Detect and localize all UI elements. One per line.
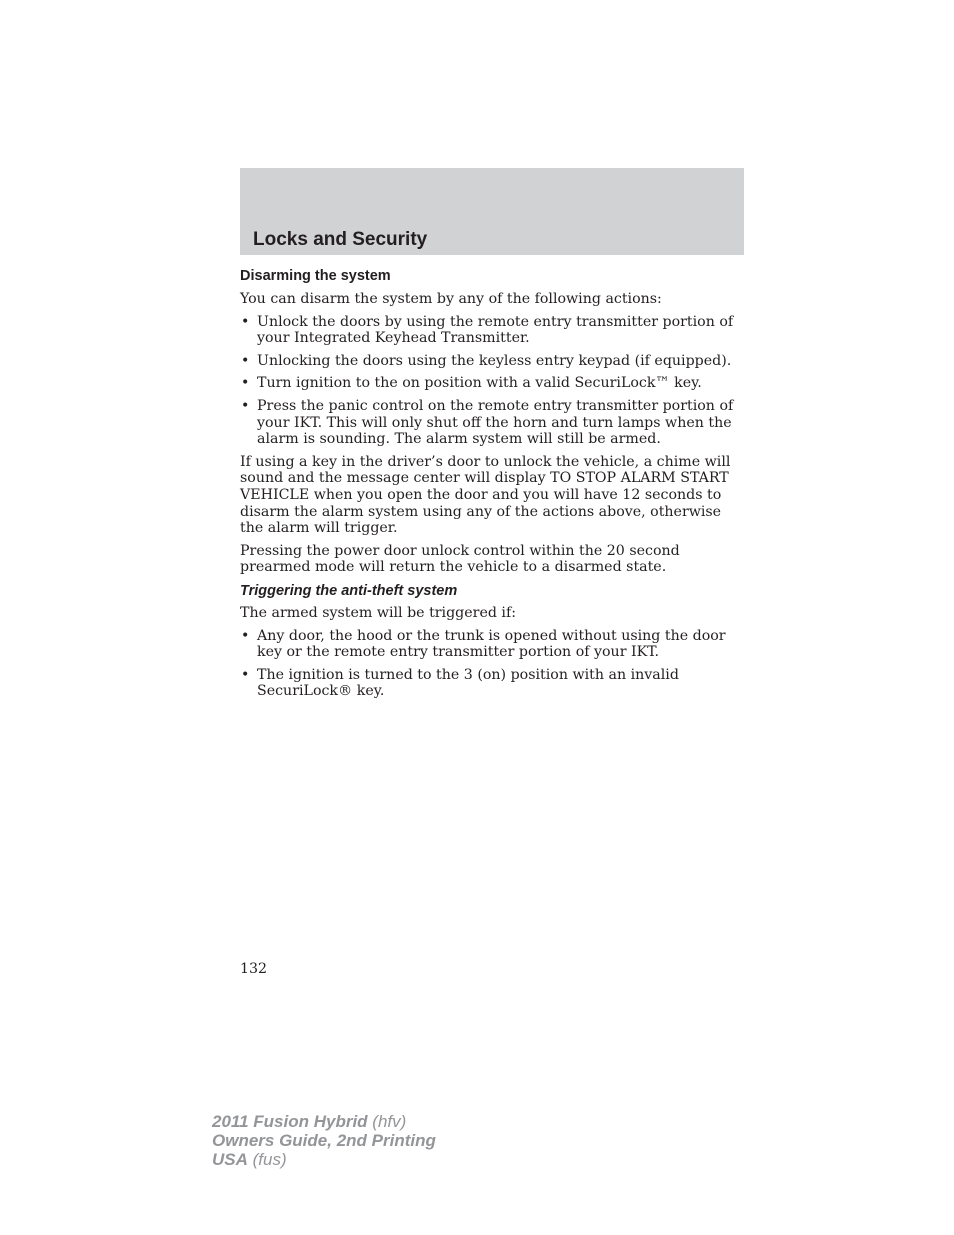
list-item: • Any door, the hood or the trunk is opened without using the door key or the remote entry transmitter portion of your IKT. [241,627,726,661]
disarm-bullet-list [240,314,744,448]
bullet-icon: • [241,627,250,644]
bullet-icon: • [241,397,250,414]
subheading-disarming: Disarming the system [240,268,391,284]
list-item: • Turn ignition to the on position with a valid SecuriLock™ key. [241,375,702,392]
document-footer [212,1112,436,1169]
footer-line-guide: Owners Guide, 2nd Printing [212,1131,436,1150]
footer-line-model: 2011 Fusion Hybrid (hfv) [212,1112,407,1131]
list-item: • Unlock the doors by using the remote entry transmitter portion of your Integrated Keyhead Transmitter. [241,313,734,347]
list-item: • Unlocking the doors using the keyless entry keypad (if equipped). [241,352,732,369]
trigger-bullet-list [240,628,744,700]
trigger-intro: The armed system will be triggered if: [240,604,516,621]
section-title: Locks and Security [253,229,428,250]
subheading-triggering: Triggering the anti-theft system [240,582,458,599]
bullet-icon: • [241,375,250,392]
disarm-paragraph-key: If using a key in the driver’s door to unlock the vehicle, a chime will sound and the message center will display TO STOP ALARM START VEHICLE when you open the door and you will have 12 seconds to disarm the alarm system using any of the actions above, otherwise the alarm will trigger. [240,453,731,537]
disarm-paragraph-prearmed: Pressing the power door unlock control within the 20 second prearmed mode will return the vehicle to a disarmed state. [240,542,680,576]
page-content [240,267,744,706]
list-item: • The ignition is turned to the 3 (on) position with an invalid SecuriLock® key. [241,666,679,700]
bullet-icon: • [241,666,250,683]
bullet-icon: • [241,313,250,330]
page-number: 132 [240,961,268,977]
bullet-icon: • [241,352,250,369]
section-header-band [240,168,744,255]
list-item: • Press the panic control on the remote entry transmitter portion of your IKT. This will only shut off the horn and turn lamps when the alarm is sounding. The alarm system will still be armed. [241,397,734,448]
footer-line-market: USA (fus) [212,1150,287,1169]
disarm-intro: You can disarm the system by any of the following actions: [240,291,662,307]
